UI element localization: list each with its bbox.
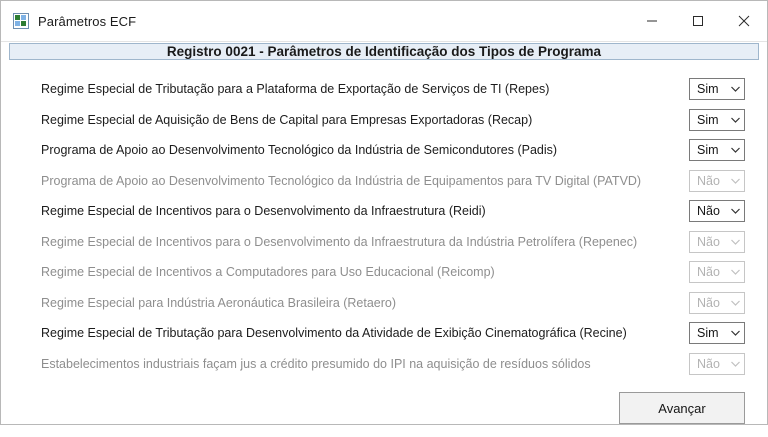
row-select[interactable] [689,139,745,161]
chevron-down-icon [726,147,744,153]
table-row [23,74,745,105]
chevron-down-icon [726,361,744,367]
row-select-value: Não [697,234,720,249]
parameters-list [1,60,767,379]
row-select-value: Sim [697,112,719,127]
row-select [689,231,745,253]
row-label: Regime Especial de Aquisição de Bens de Capital para Empresas Exportadoras (Recap) [41,112,533,127]
row-select [689,170,745,192]
chevron-down-icon [726,300,744,306]
maximize-button[interactable] [675,1,721,40]
chevron-down-icon [726,239,744,245]
row-label: Programa de Apoio ao Desenvolvimento Tecnológico da Indústria de Equipamentos para TV Digital (PATVD) [41,173,642,188]
row-label: Estabelecimentos industriais façam jus a crédito presumido do IPI na aquisição de resíduos sólidos [41,356,591,371]
chevron-down-icon [726,330,744,336]
table-row [23,349,745,380]
row-select-value: Não [697,265,720,280]
row-select[interactable] [689,78,745,100]
table-row [23,105,745,136]
row-select[interactable] [689,109,745,131]
row-label: Regime Especial de Incentivos a Computadores para Uso Educacional (Reicomp) [41,265,495,280]
footer-bar [1,379,767,437]
row-select-value: Sim [697,143,719,158]
row-select-value: Não [697,356,720,371]
window-controls [629,1,767,41]
row-label: Regime Especial de Incentivos para o Desenvolvimento da Infraestrutura da Indústria Petrolífera (Repenec) [41,234,638,249]
row-label: Programa de Apoio ao Desenvolvimento Tecnológico da Indústria de Semicondutores (Padis) [41,143,558,158]
row-select[interactable] [689,200,745,222]
chevron-down-icon [726,269,744,275]
row-select[interactable] [689,322,745,344]
row-select-value: Sim [697,82,719,97]
row-label: Regime Especial de Incentivos para o Desenvolvimento da Infraestrutura (Reidi) [41,204,486,219]
row-select [689,292,745,314]
row-select-value: Não [697,204,720,219]
minimize-button[interactable] [629,1,675,40]
row-select-value: Não [697,295,720,310]
app-grid-icon [13,13,29,29]
chevron-down-icon [726,117,744,123]
row-label: Regime Especial de Tributação para a Plataforma de Exportação de Serviços de TI (Repes) [41,82,550,97]
table-row [23,227,745,258]
section-header [9,43,759,60]
row-label: Regime Especial para Indústria Aeronáutica Brasileira (Retaero) [41,295,397,310]
table-row [23,318,745,349]
row-select-value: Sim [697,326,719,341]
section-header-title: Registro 0021 - Parâmetros de Identificação dos Tipos de Programa [166,44,602,59]
table-row [23,196,745,227]
table-row [23,135,745,166]
title-bar [1,1,767,42]
chevron-down-icon [726,208,744,214]
chevron-down-icon [726,86,744,92]
row-select [689,353,745,375]
chevron-down-icon [726,178,744,184]
close-button[interactable] [721,1,767,40]
window-title: Parâmetros ECF [38,13,137,29]
table-row [23,288,745,319]
row-select-value: Não [697,173,720,188]
row-select [689,261,745,283]
table-row [23,257,745,288]
table-row [23,166,745,197]
row-label: Regime Especial de Tributação para Desenvolvimento da Atividade de Exibição Cinematográfica (Recine) [41,326,627,341]
advance-button[interactable]: Avançar [619,392,745,424]
